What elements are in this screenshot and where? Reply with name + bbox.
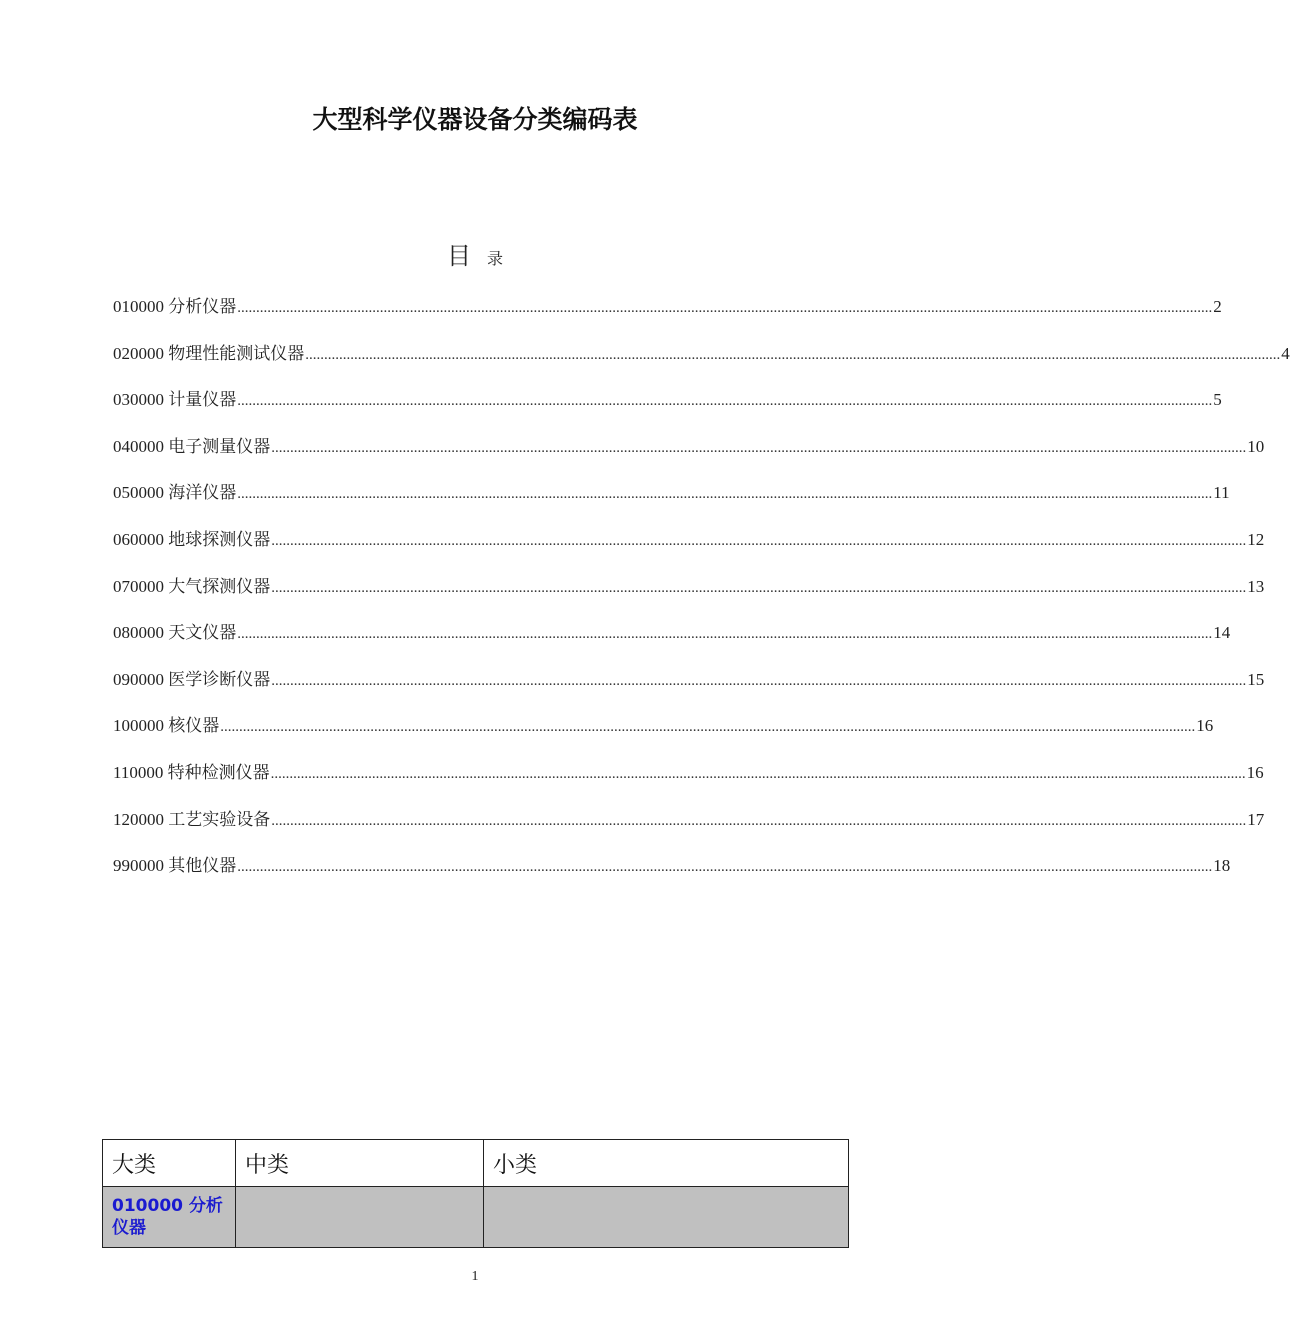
toc-dot-leader: .................................................................................................................................................................................................................................................................... xyxy=(237,300,1213,316)
toc-entry[interactable] xyxy=(113,525,1265,572)
toc-dot-leader: .................................................................................................................................................................................................................................................................... xyxy=(271,812,1247,829)
toc-entry-page[interactable]: 18 xyxy=(1213,856,1231,876)
major-category-cell: 010000 分析仪器 xyxy=(103,1187,236,1248)
toc-entry-page[interactable]: 14 xyxy=(1213,623,1231,643)
table-of-contents xyxy=(113,292,1290,898)
toc-dot-leader: .................................................................................................................................................................................................................................................................... xyxy=(271,579,1247,596)
toc-entry-label[interactable]: 110000 特种检测仪器 xyxy=(113,762,270,782)
toc-entry-label[interactable]: 050000 海洋仪器 xyxy=(113,483,237,503)
toc-heading-lu: 录 xyxy=(486,249,503,268)
toc-entry-label[interactable]: 070000 大气探测仪器 xyxy=(113,576,271,596)
toc-dot-leader: .................................................................................................................................................................................................................................................................... xyxy=(220,719,1196,736)
toc-entry-label[interactable]: 090000 医学诊断仪器 xyxy=(113,669,271,689)
toc-entry-label[interactable]: 990000 其他仪器 xyxy=(113,856,237,876)
toc-dot-leader: .................................................................................................................................................................................................................................................................... xyxy=(237,626,1213,643)
classification-table xyxy=(102,1139,849,1248)
header-minor-category: 小类 xyxy=(484,1140,849,1187)
toc-entry-page[interactable]: 2 xyxy=(1213,297,1222,316)
minor-category-cell xyxy=(484,1187,849,1248)
toc-dot-leader: .................................................................................................................................................................................................................................................................... xyxy=(305,346,1281,363)
toc-entry-page[interactable]: 12 xyxy=(1247,529,1265,549)
toc-entry[interactable] xyxy=(113,758,1264,805)
toc-entry-page[interactable]: 5 xyxy=(1213,390,1222,410)
toc-dot-leader: .................................................................................................................................................................................................................................................................... xyxy=(237,859,1213,876)
toc-heading xyxy=(0,236,950,271)
table-row xyxy=(103,1187,849,1248)
toc-entry-label[interactable]: 080000 天文仪器 xyxy=(113,623,237,643)
toc-entry-page[interactable]: 10 xyxy=(1247,436,1265,456)
toc-entry[interactable] xyxy=(113,292,1222,339)
toc-entry-page[interactable]: 4 xyxy=(1281,343,1290,363)
toc-entry-label[interactable]: 060000 地球探测仪器 xyxy=(113,529,271,549)
toc-dot-leader: .................................................................................................................................................................................................................................................................... xyxy=(237,393,1213,410)
toc-entry-label[interactable]: 100000 核仪器 xyxy=(113,716,220,736)
toc-entry[interactable] xyxy=(113,339,1290,386)
header-major-category: 大类 xyxy=(103,1140,236,1187)
toc-entry-page[interactable]: 16 xyxy=(1196,716,1214,736)
document-title: 大型科学仪器设备分类编码表 xyxy=(312,105,638,134)
toc-entry[interactable] xyxy=(113,805,1265,852)
toc-entry[interactable] xyxy=(113,711,1214,758)
toc-entry[interactable] xyxy=(113,572,1265,619)
toc-entry-page[interactable]: 11 xyxy=(1213,483,1230,503)
toc-entry-label[interactable]: 030000 计量仪器 xyxy=(113,390,237,410)
toc-dot-leader: .................................................................................................................................................................................................................................................................... xyxy=(271,532,1247,549)
toc-entry[interactable] xyxy=(113,385,1222,432)
toc-entry[interactable] xyxy=(113,851,1231,898)
page-number: 1 xyxy=(471,1269,479,1284)
header-middle-category: 中类 xyxy=(236,1140,484,1187)
toc-dot-leader: .................................................................................................................................................................................................................................................................... xyxy=(271,439,1247,456)
toc-entry[interactable] xyxy=(113,478,1230,525)
toc-heading-mu: 目 xyxy=(446,242,471,270)
toc-entry[interactable] xyxy=(113,618,1231,665)
toc-entry-page[interactable]: 17 xyxy=(1247,809,1265,829)
toc-dot-leader: .................................................................................................................................................................................................................................................................... xyxy=(270,765,1246,782)
toc-entry[interactable] xyxy=(113,665,1265,712)
middle-category-cell xyxy=(236,1187,484,1248)
toc-entry-page[interactable]: 13 xyxy=(1247,576,1265,596)
toc-entry-label[interactable]: 010000 分析仪器 xyxy=(113,297,237,316)
toc-entry[interactable] xyxy=(113,432,1265,479)
toc-entry-label[interactable]: 040000 电子测量仪器 xyxy=(113,436,271,456)
toc-entry-label[interactable]: 120000 工艺实验设备 xyxy=(113,809,271,829)
table-header-row xyxy=(103,1140,849,1187)
toc-dot-leader: .................................................................................................................................................................................................................................................................... xyxy=(237,486,1213,503)
toc-entry-label[interactable]: 020000 物理性能测试仪器 xyxy=(113,343,305,363)
toc-entry-page[interactable]: 15 xyxy=(1247,669,1265,689)
toc-dot-leader: .................................................................................................................................................................................................................................................................... xyxy=(271,672,1247,689)
toc-entry-page[interactable]: 16 xyxy=(1246,762,1264,782)
